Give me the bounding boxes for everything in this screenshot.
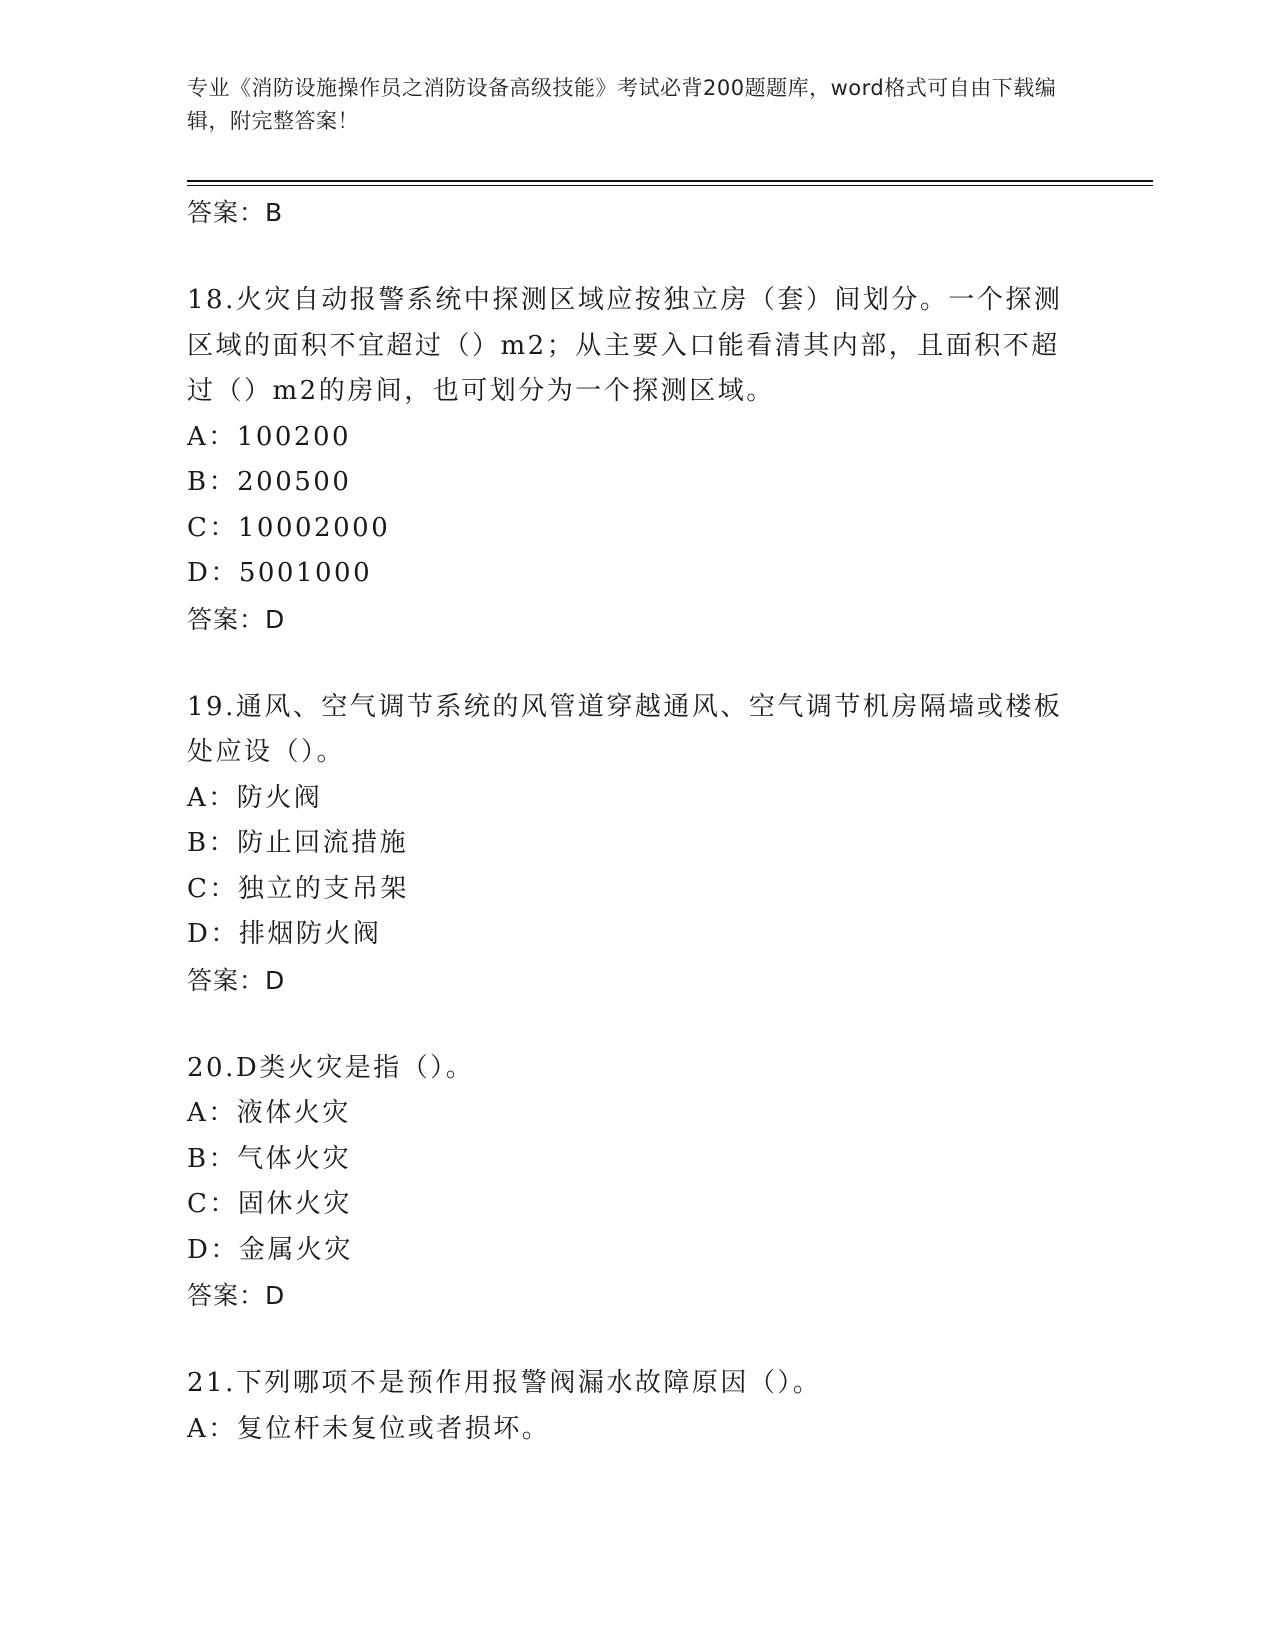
previous-answer: 答案：B — [187, 198, 284, 227]
header-divider-thin — [187, 185, 1153, 186]
option-d: D：排烟防火阀 — [187, 919, 382, 949]
answer: 答案：D — [187, 1281, 286, 1310]
option-d: D：金属火灾 — [187, 1234, 353, 1265]
answer: 答案：D — [187, 965, 286, 995]
option-a: A：复位杆未复位或者损坏。 — [187, 1413, 551, 1444]
question-19 — [187, 685, 1087, 1004]
question-text: 21.下列哪项不是预作用报警阀漏水故障原因（）。 — [187, 1368, 822, 1398]
question-text: 20.D类火灾是指（）。 — [187, 1052, 475, 1083]
option-b: B：200500 — [187, 467, 352, 497]
answer: 答案：D — [187, 604, 286, 634]
option-a: A：100200 — [187, 421, 352, 452]
question-text: 18.火灾自动报警系统中探测区域应按独立房（套）间划分。一个探测区域的面积不宜超过（）m2；从主要入口能看清其内部，且面积不超过（）m2的房间，也可划分为一个探测区域。 — [187, 285, 1063, 406]
document-header: 专业《消防设施操作员之消防设备高级技能》考试必背200题题库，word格式可自由下载编辑，附完整答案！ — [187, 76, 1057, 133]
question-text: 19.通风、空气调节系统的风管道穿越通风、空气调节机房隔墙或楼板处应设（）。 — [187, 691, 1063, 767]
option-c: C：10002000 — [187, 512, 391, 543]
option-c: C：固休火灾 — [187, 1189, 352, 1219]
option-b: B：防止回流措施 — [187, 828, 409, 858]
header-divider-thick — [187, 180, 1153, 182]
option-b: B：气体火灾 — [187, 1143, 352, 1174]
option-a: A：液体火灾 — [187, 1098, 351, 1128]
option-c: C：独立的支吊架 — [187, 873, 409, 904]
question-18 — [187, 278, 1087, 643]
option-d: D：5001000 — [187, 558, 373, 588]
question-list — [187, 190, 1087, 1452]
option-a: A：防火阀 — [187, 782, 323, 813]
question-20 — [187, 1046, 1087, 1320]
question-21 — [187, 1361, 1087, 1452]
